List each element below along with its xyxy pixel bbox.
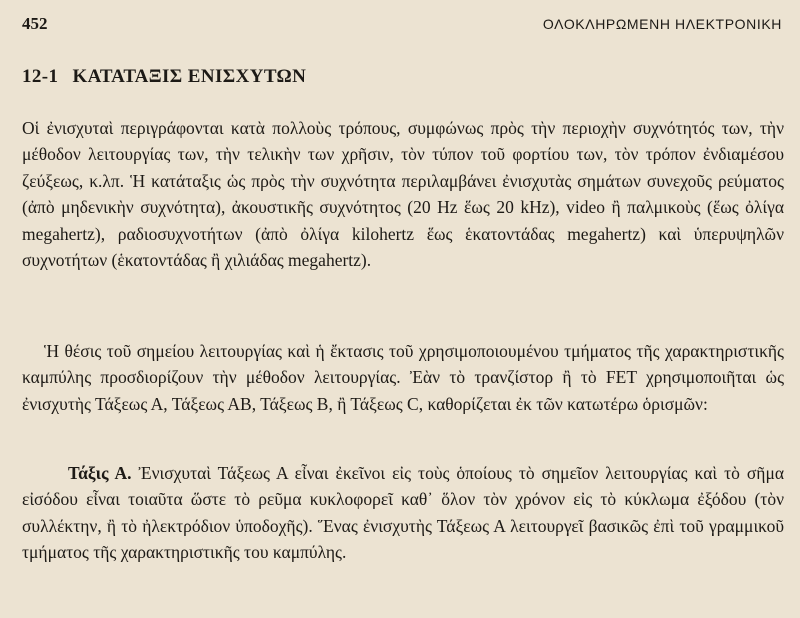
section-title: ΚΑΤΑΤΑΞΙΣ ΕΝΙΣΧΥΤΩΝ [72,66,307,87]
running-header: ΟΛΟΚΛΗΡΩΜΕΝΗ ΗΛΕΚΤΡΟΝΙΚΗ [542,16,782,32]
paragraph-intro: Οἱ ἐνισχυταὶ περιγράφονται κατὰ πολλοὺς τρόπους, συμφώνως πρὸς τὴν περιοχὴν συχνότητός των, τὴν μέθοδον λειτουργίας των, τὴν τελικὴν των χρῆσιν, τὸν τύπον τοῦ φορτίου των, τὸν τρόπον ἐνδιαμέσου ζεύξεως, κ.λπ. Ἡ κατάταξις ὡς πρὸς τὴν συχνότητα περιλαμβάνει ἐνισχυτὰς σημάτων συνεχοῦς ρεύματος (ἀπὸ μηδενικὴν συχνότητα), ἀκουστικῆς συχνότητος (20 Hz ἕως 20 kHz), video ἢ παλμικοὺς (ἕως ὀλίγα megahertz), ραδιοσυχνοτήτων (ἀπὸ ὀλίγα kilohertz ἕως ἑκατοντάδας megahertz) καὶ ὑπερυψηλῶν συχνοτήτων (ἑκατοντάδας ἢ χιλιάδας megahertz). [22,118,784,271]
class-a-text: Ἐνισχυταὶ Τάξεως Α εἶναι ἐκεῖνοι εἰς τοὺς ὁποίους τὸ σημεῖον λειτουργίας καὶ τὸ σῆμα εἰσόδου εἶναι τοιαῦτα ὥστε τὸ ρεῦμα κυκλοφορεῖ καθ᾽ ὅλον τὸν χρόνον εἰς τὸ κύκλωμα ἐξόδου (τὸν συλλέκτην, ἢ τὸ ἠλεκτρόδιον ὑποδοχῆς). Ἕνας ἐνισχυτὴς Τάξεως Α λειτουργεῖ βασικῶς ἐπὶ τοῦ γραμμικοῦ τμήματος τῆς χαρακτηριστικῆς του καμπύλης. [22,463,785,563]
section-number: 12-1 [22,66,59,87]
paragraph-class-a [22,460,784,566]
paragraph-operating-point: Ἡ θέσις τοῦ σημείου λειτουργίας καὶ ἡ ἔκτασις τοῦ χρησιμοποιουμένου τμήματος τῆς χαρακτηριστικῆς καμπύλης προσδιορίζουν τὴν μέθοδον λειτουργίας. Ἐὰν τὸ τρανζίστορ ἢ τὸ FET χρησιμοποιῆται ὡς ἐνισχυτὴς Τάξεως Α, Τάξεως ΑΒ, Τάξεως Β, ἢ Τάξεως C, καθορίζεται ἐκ τῶν κατωτέρω ὁρισμῶν: [22,341,784,414]
section-heading [22,66,306,88]
page-number: 452 [22,14,48,33]
class-a-term: Τάξις Α. [68,463,132,483]
